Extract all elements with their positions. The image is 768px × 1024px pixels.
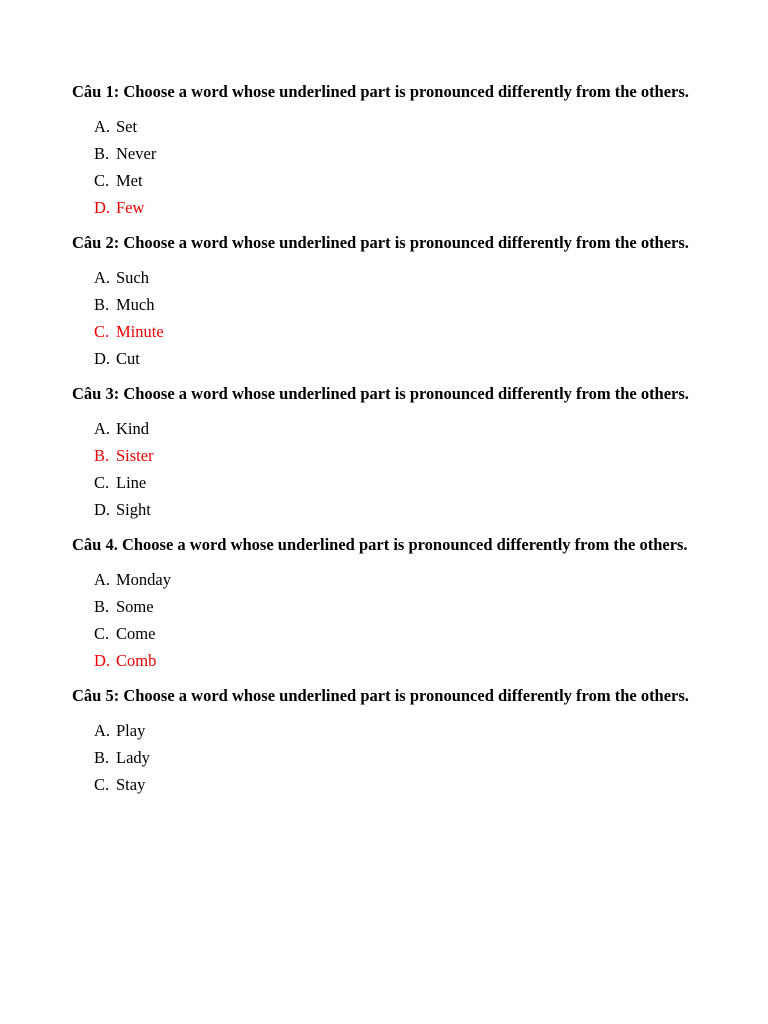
option-b [94, 744, 696, 771]
option-letter: C. [94, 322, 110, 341]
question-text: Câu 4. Choose a word whose underlined part is pronounced differently from the others. [72, 535, 688, 554]
option-list [72, 113, 696, 221]
document-page [72, 78, 696, 798]
option-d [94, 647, 696, 674]
option-letter: A. [94, 419, 111, 438]
option-letter: C. [94, 473, 110, 492]
option-d [94, 194, 696, 221]
option-a [94, 264, 696, 291]
question-1 [72, 78, 696, 221]
option-letter: B. [94, 144, 110, 163]
option-letter: A. [94, 117, 111, 136]
option-word: Much [116, 295, 155, 314]
option-letter: A. [94, 570, 111, 589]
question-text: Câu 5: Choose a word whose underlined part is pronounced differently from the others. [72, 686, 689, 705]
question-text: Câu 3: Choose a word whose underlined part is pronounced differently from the others. [72, 384, 689, 403]
option-a [94, 415, 696, 442]
option-letter: A. [94, 268, 111, 287]
option-word: Monday [116, 570, 171, 589]
option-a [94, 566, 696, 593]
option-letter: B. [94, 295, 110, 314]
option-letter: B. [94, 446, 110, 465]
option-word: Such [116, 268, 149, 287]
option-letter: B. [94, 748, 110, 767]
option-word: Some [116, 597, 154, 616]
question-4 [72, 531, 696, 674]
option-letter: D. [94, 349, 111, 368]
option-letter: D. [94, 651, 111, 670]
option-c [94, 318, 696, 345]
option-word: Sister [116, 446, 154, 465]
option-letter: B. [94, 597, 110, 616]
option-letter: C. [94, 775, 110, 794]
option-d [94, 345, 696, 372]
option-word: Set [116, 117, 138, 136]
option-letter: C. [94, 624, 110, 643]
option-word: Few [116, 198, 145, 217]
option-list [72, 566, 696, 674]
option-a [94, 113, 696, 140]
option-a [94, 717, 696, 744]
option-word: Line [116, 473, 147, 492]
option-b [94, 291, 696, 318]
option-c [94, 620, 696, 647]
option-c [94, 771, 696, 798]
option-word: Never [116, 144, 157, 163]
option-b [94, 442, 696, 469]
option-b [94, 593, 696, 620]
question-3 [72, 380, 696, 523]
option-b [94, 140, 696, 167]
option-word: Minute [116, 322, 164, 341]
question-2 [72, 229, 696, 372]
option-list [72, 717, 696, 798]
option-list [72, 264, 696, 372]
option-letter: A. [94, 721, 111, 740]
option-c [94, 469, 696, 496]
question-5 [72, 682, 696, 798]
option-d [94, 496, 696, 523]
option-word: Met [116, 171, 143, 190]
question-text: Câu 1: Choose a word whose underlined part is pronounced differently from the others. [72, 82, 689, 101]
option-word: Kind [116, 419, 149, 438]
option-word: Cut [116, 349, 140, 368]
question-text: Câu 2: Choose a word whose underlined part is pronounced differently from the others. [72, 233, 689, 252]
option-word: Comb [116, 651, 157, 670]
option-word: Play [116, 721, 146, 740]
option-letter: C. [94, 171, 110, 190]
option-letter: D. [94, 198, 111, 217]
option-list [72, 415, 696, 523]
option-word: Stay [116, 775, 146, 794]
option-word: Lady [116, 748, 150, 767]
option-c [94, 167, 696, 194]
option-word: Sight [116, 500, 151, 519]
option-letter: D. [94, 500, 111, 519]
option-word: Come [116, 624, 156, 643]
